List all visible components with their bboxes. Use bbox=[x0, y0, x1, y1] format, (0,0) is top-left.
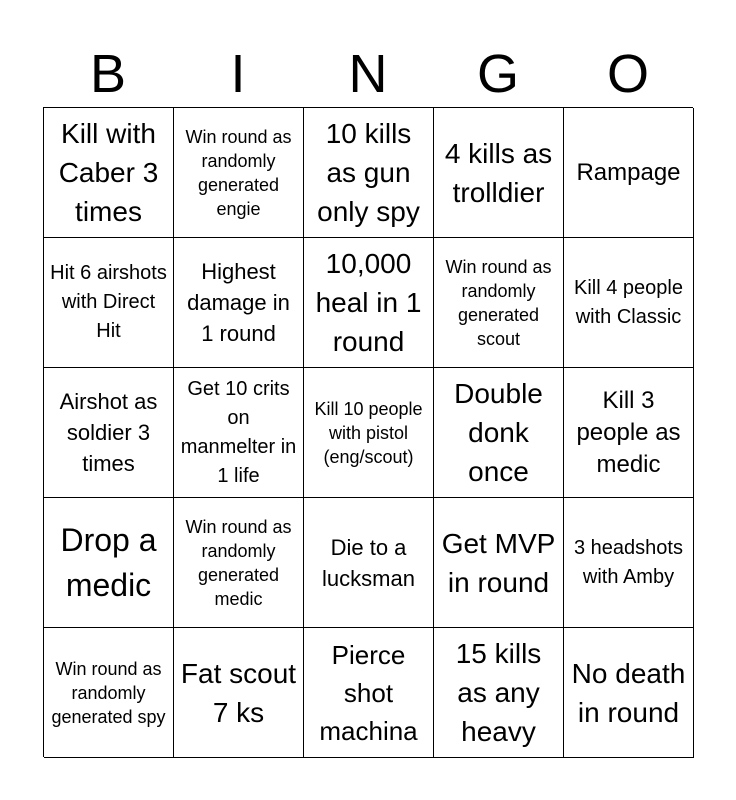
bingo-cell-text: Win round as randomly generated medic bbox=[185, 516, 292, 609]
bingo-cell[interactable] bbox=[304, 108, 434, 238]
bingo-cell-text: Pierce shot machina bbox=[319, 639, 418, 746]
header-letter-o: O bbox=[606, 44, 649, 104]
bingo-cell-text: Kill with Caber 3 times bbox=[58, 118, 159, 227]
bingo-cell[interactable] bbox=[434, 108, 564, 238]
bingo-cell-text: Win round as randomly generated scout bbox=[445, 256, 552, 349]
bingo-cell-text: Airshot as soldier 3 times bbox=[59, 389, 158, 476]
bingo-cell[interactable] bbox=[564, 238, 694, 368]
header-letter-n: N bbox=[348, 44, 388, 104]
bingo-cell-text: Fat scout 7 ks bbox=[180, 657, 297, 728]
bingo-cell[interactable] bbox=[434, 238, 564, 368]
bingo-cell-text: 10 kills as gun only spy bbox=[317, 118, 420, 227]
bingo-cell-text: 4 kills as trolldier bbox=[444, 137, 553, 208]
bingo-cell-text: Kill 10 people with pistol (eng/scout) bbox=[314, 398, 423, 467]
bingo-cell-text: 15 kills as any heavy bbox=[455, 638, 542, 747]
bingo-cell-text: Double donk once bbox=[454, 378, 543, 487]
header-letter-i: I bbox=[230, 44, 246, 104]
bingo-cell[interactable] bbox=[44, 628, 174, 758]
bingo-cell[interactable] bbox=[564, 498, 694, 628]
bingo-cell-text: Highest damage in 1 round bbox=[187, 259, 290, 346]
bingo-header bbox=[43, 42, 693, 106]
header-letter-b: B bbox=[89, 44, 127, 104]
bingo-cell[interactable] bbox=[564, 368, 694, 498]
bingo-cell[interactable] bbox=[434, 498, 564, 628]
bingo-cell-text: 3 headshots with Amby bbox=[574, 536, 683, 588]
bingo-cell[interactable] bbox=[174, 108, 304, 238]
bingo-cell-text: Kill 4 people with Classic bbox=[574, 276, 683, 328]
bingo-cell[interactable] bbox=[44, 368, 174, 498]
bingo-cell-text: 10,000 heal in 1 round bbox=[315, 248, 422, 357]
bingo-cell-text: Drop a medic bbox=[60, 521, 157, 603]
bingo-cell[interactable] bbox=[304, 368, 434, 498]
bingo-cell[interactable] bbox=[564, 108, 694, 238]
bingo-cell-text: Die to a lucksman bbox=[322, 534, 415, 591]
bingo-cell[interactable] bbox=[174, 628, 304, 758]
header-letter-g: G bbox=[476, 44, 519, 104]
bingo-cell-text: Get 10 crits on manmelter in 1 life bbox=[180, 377, 297, 487]
bingo-cell[interactable] bbox=[434, 628, 564, 758]
bingo-cell-text: Win round as randomly generated engie bbox=[185, 126, 292, 219]
bingo-cell-text: Win round as randomly generated spy bbox=[51, 658, 166, 727]
bingo-cell[interactable] bbox=[564, 628, 694, 758]
bingo-cell[interactable] bbox=[304, 498, 434, 628]
bingo-cell[interactable] bbox=[44, 108, 174, 238]
bingo-cell-text: Get MVP in round bbox=[441, 527, 556, 598]
bingo-cell[interactable] bbox=[44, 238, 174, 368]
bingo-cell[interactable] bbox=[174, 368, 304, 498]
bingo-cell-text: Rampage bbox=[576, 158, 681, 186]
bingo-cell[interactable] bbox=[174, 238, 304, 368]
bingo-cell[interactable] bbox=[304, 238, 434, 368]
bingo-cell-text: Hit 6 airshots with Direct Hit bbox=[50, 262, 167, 342]
bingo-cell-text: Kill 3 people as medic bbox=[576, 386, 681, 478]
bingo-cell[interactable] bbox=[174, 498, 304, 628]
bingo-cell[interactable] bbox=[434, 368, 564, 498]
bingo-cell[interactable] bbox=[304, 628, 434, 758]
bingo-grid bbox=[43, 107, 693, 757]
bingo-cell-text: No death in round bbox=[571, 657, 686, 728]
bingo-cell[interactable] bbox=[44, 498, 174, 628]
